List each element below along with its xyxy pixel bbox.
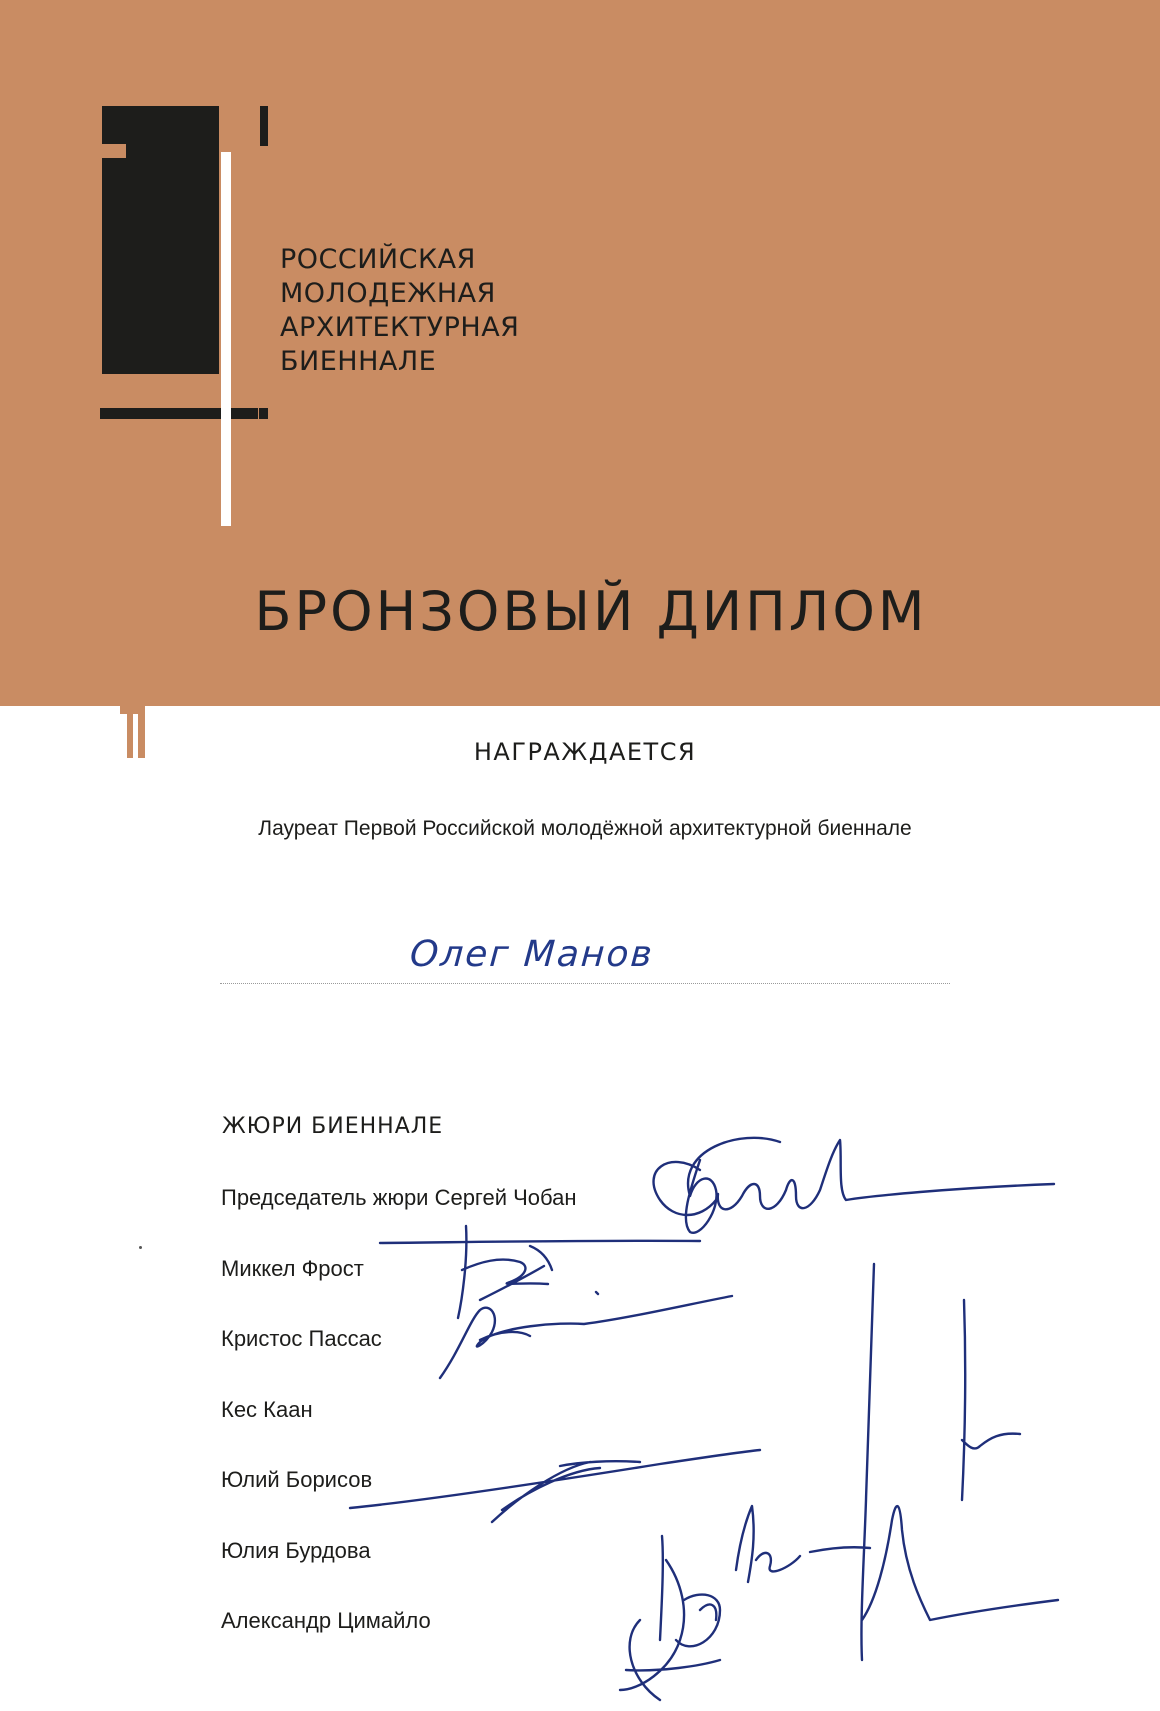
jury-member: Кристос Пассас <box>221 1326 382 1351</box>
name-underline <box>220 983 950 984</box>
laureate-text: Лауреат Первой Российской молодёжной архитектурной биеннале <box>258 817 912 840</box>
recipient-name: Олег Манов <box>408 934 656 975</box>
jury-list <box>221 1180 577 1674</box>
jury-member: Юлия Бурдова <box>221 1537 371 1563</box>
logo-dot <box>259 408 268 419</box>
logo-white-line <box>221 152 231 526</box>
organization-name-line: БИЕННАЛЕ <box>280 346 437 377</box>
jury-member: Юлий Борисов <box>221 1467 373 1492</box>
jury-member: Кес Каан <box>221 1396 313 1422</box>
logo-notch <box>102 144 126 158</box>
organization-name-line: МОЛОДЕЖНАЯ <box>280 278 496 309</box>
organization-name-line: РОССИЙСКАЯ <box>280 244 476 275</box>
jury-member: Миккел Фрост <box>221 1255 364 1281</box>
awarded-label: НАГРАЖДАЕТСЯ <box>473 738 697 766</box>
paper-speck <box>139 1246 142 1249</box>
signature-chairman-loop <box>654 1162 716 1215</box>
organization-name <box>280 243 519 379</box>
award-title: БРОНЗОВЫЙ ДИПЛОМ <box>254 580 928 643</box>
jury-member: Председатель жюри Сергей Чобан <box>221 1185 577 1210</box>
signature-tsimailo <box>620 1536 720 1700</box>
signature-burdova <box>736 1506 870 1582</box>
organization-name-line: АРХИТЕКТУРНАЯ <box>280 312 520 343</box>
logo-bar <box>100 408 258 419</box>
jury-member: Александр Цимайло <box>221 1608 431 1633</box>
jury-title: ЖЮРИ БИЕННАЛЕ <box>222 1114 444 1139</box>
signature-kaan <box>861 1264 1058 1660</box>
logo-tick <box>260 106 268 146</box>
